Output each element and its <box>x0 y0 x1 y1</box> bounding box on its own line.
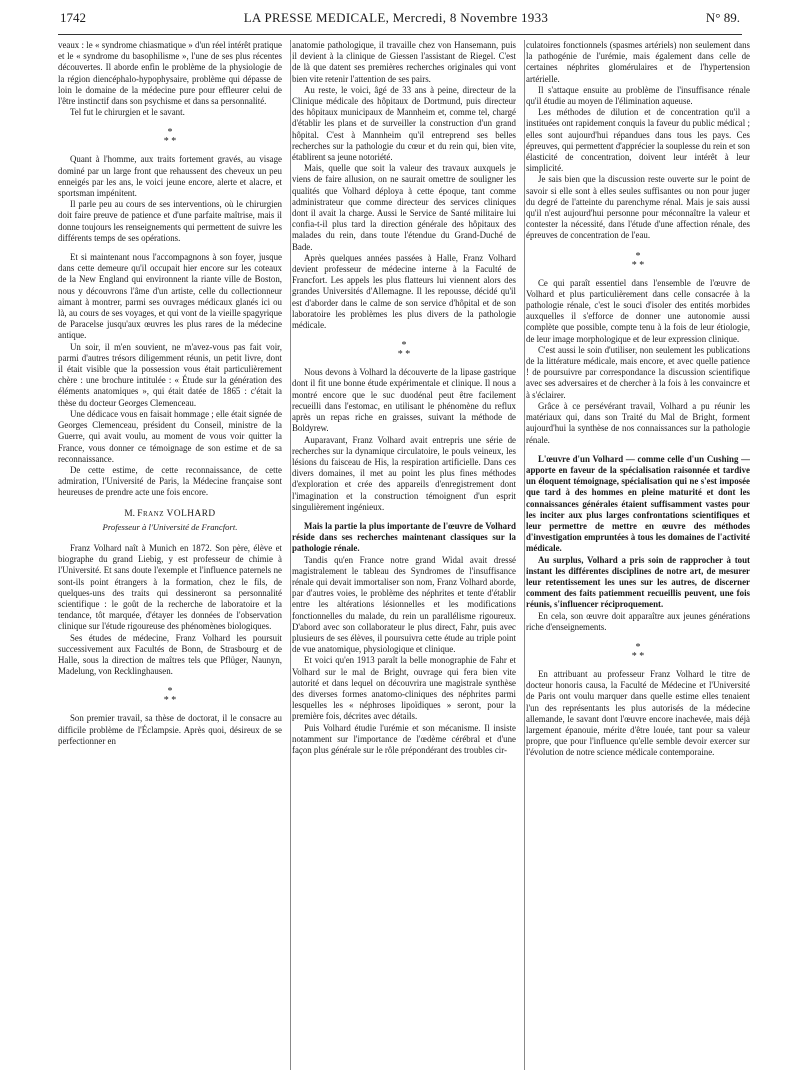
article-columns <box>58 40 750 1072</box>
paragraph: Un soir, il m'en souvient, ne m'avez-vous pas fait voir, parmi d'autres trésors diligemment réunis, un petit livre, dont il était visible que la possession vous était particulièrement chère : une brochure intitulée : « Étude sur la génération des éléments anatomiques », qui était datée de 1865 : c'était la thèse du docteur Georges Clemenceau. <box>58 341 282 408</box>
section-separator: * * * <box>631 250 645 271</box>
paragraph: En attribuant au professeur Franz Volhard le titre de docteur honoris causa, la Faculté de Médecine et l'Université de Paris ont voulu marquer dans quelle estime elles tenaient l'un des représentants les plus autorisés de la médecine allemande, le savant dont l'œuvre encore inachevée, mais déjà largement épanouie, mérite d'être louée, tant pour sa valeur propre, que pour l'influence qu'elle semble devoir exercer sur l'évolution de notre science médicale contemporaine. <box>526 668 750 758</box>
paragraph: Et voici qu'en 1913 paraît la belle monographie de Fahr et Volhard sur le mal de Bright, ouvrage qui fera bien vite autorité et dans lequel on découvrira une magistrale synthèse des diverses formes anatomo-cliniques des néphrites parmi lesquelles les « néphroses lipoïdiques » seront, pour la première fois, décrites avec détails. <box>292 655 516 722</box>
paragraph: Et si maintenant nous l'accompagnons à son foyer, jusque dans cette demeure qu'il occupait hier encore sur les coteaux de la New England qui environnent la riante ville de Boston, nous y découvrons l'âme d'un artiste, celle du collectionneur aimant à montrer, parmi ses ouvrages médicaux glanés ici ou là, au cours de ses voyages, et qui vont de la vieille spagyrique de Paracelse jusqu'aux œuvres les plus rares de la médecine antique. <box>58 252 282 341</box>
section-separator: * * * <box>163 686 177 707</box>
paragraph: De cette estime, de cette reconnaissance, de cette admiration, l'Université de Paris, la Médecine française sont heureuses de prendre acte une fois encore. <box>58 464 282 498</box>
page-number: 1742 <box>60 10 86 25</box>
paragraph: Franz Volhard naît à Munich en 1872. Son père, élève et biographe du grand Liebig, y est professeur de chimie à l'Université. Et sans doute l'exemple et l'influence paternels ne sont-ils point étrangers à la formation, chez le fils, de quelques-uns des traits qui dessineront sa personnalité scientifique : le goût de la recherche de laboratoire et la tendance, tôt marquée, d'étayer les données de l'observation clinique sur l'étude rigoureuse des phénomènes biologiques. <box>58 542 282 632</box>
journal-title: LA PRESSE MEDICALE, Mercredi, 8 Novembre 1933 <box>243 10 549 25</box>
section-title: M. Franz VOLHARD <box>124 508 216 519</box>
paragraph: En cela, son œuvre doit apparaître aux jeunes générations riche d'enseignements. <box>526 610 750 632</box>
column-1 <box>58 40 282 1072</box>
page-header <box>60 10 740 32</box>
paragraph: Au reste, le voici, âgé de 33 ans à peine, directeur de la Clinique médicale des hôpitaux de Dortmund, puis directeur des hôpitaux municipaux de Mannheim et, comme tel, chargé d'établir les plans et de surveiller la construction d'un grand hôpital. C'est à Mannheim qu'il entreprend ses belles recherches sur la pathologie du cœur et du rein qui, bien vite, établirent sa jeune notoriété. <box>292 84 516 163</box>
paragraph-highlight: Mais la partie la plus importante de l'œuvre de Volhard réside dans ses recherches maintenant classiques sur la pathologie rénale. <box>292 520 516 554</box>
paragraph: veaux : le « syndrome chiasmatique » d'un réel intérêt pratique et le « syndrome du basophilisme », l'une de ses plus récentes découvertes. Il aborde enfin le problème de la physiologie de la région diencéphalo-hypophysaire, problème qui dépasse de loin le domaine de la médecine pure pour effleurer celui de l'être instinctif dans son psychisme et dans sa personnalité. <box>58 40 282 107</box>
paragraph: anatomie pathologique, il travaille chez von Hansemann, puis il devient à la clinique de Giessen l'assistant de Riegel. C'est de là que datent ses premières recherches originales qui vont bien vite retenir l'attention de ses pairs. <box>292 40 516 84</box>
paragraph: Il s'attaque ensuite au problème de l'insuffisance rénale qu'il étudie au moyen de l'élimination aqueuse. <box>526 84 750 107</box>
paragraph: Ses études de médecine, Franz Volhard les poursuit successivement aux Facultés de Bonn, de Strasbourg et de Halle, sous la direction de maîtres tels que Pflüger, Naunyn, Madelung, von Recklinghausen. <box>58 632 282 677</box>
paragraph: Puis Volhard étudie l'urémie et son mécanisme. Il insiste notamment sur l'importance de l'œdème cérébral et d'une façon plus générale sur le rôle prépondérant des troubles cir- <box>292 722 516 755</box>
paragraph: Quant à l'homme, aux traits fortement gravés, au visage dominé par un large front que rehaussent des cheveux un peu enneigés par les ans, le voici jeune encore, alerte et alacre, et sportsman impénitent. <box>58 154 282 199</box>
paragraph: Il parle peu au cours de ses interventions, où le chirurgien doit faire preuve de patience et d'une parfaite maîtrise, mais il donne toujours les renseignements qui permettent de suivre les différents temps de ses opérations. <box>58 199 282 243</box>
paragraph: Je sais bien que la discussion reste ouverte sur le point de savoir si elle sont à elles seules suffisantes ou non pour juger du degré de l'atteinte du parenchyme rénal. Mais je sais aussi qu'il n'est aujourd'hui personne pour méconnaître la valeur et contester la nécessité, dans l'étude d'une affection rénale, des épreuves de concentration de l'eau. <box>526 174 750 241</box>
paragraph: Nous devons à Volhard la découverte de la lipase gastrique dont il fit une bonne étude expérimentale et clinique. Il nous a montré encore que le suc duodénal peut être facilement recueilli dans l'estomac, en utilisant le phénomène du reflux après un repas riche en graisses, suivant la méthode de Boldyrew. <box>292 367 516 434</box>
section-separator: * * * <box>397 340 411 361</box>
paragraph: Tandis qu'en France notre grand Widal avait dressé magistralement le tableau des Syndromes de l'insuffisance rénale qui devait immortaliser son nom, Franz Volhard aborde, par d'autres voies, le problème des néphrites et tente d'établir entre les altérations lésionnelles et les modifications fonctionnelles du malade, du rein un parallélisme rigoureux. D'abord avec son collaborateur le plus direct, Fahr, puis avec plusieurs de ses élèves, il poursuivra cette étude au triple point de vue anatomique, physiologique et clinique. <box>292 554 516 655</box>
paragraph: Une dédicace vous en faisait hommage ; elle était signée de Georges Clemenceau, président du Conseil, ministre de la Guerre, qui avait voulu, au moment de vous voir quitter la France, vous donner ce témoignage de son estime et de sa reconnaissance. <box>58 408 282 464</box>
paragraph: Après quelques années passées à Halle, Franz Volhard devient professeur de médecine interne à la Faculté de Francfort. Les appels les plus flatteurs lui viennent alors des grandes Universités d'Allemagne. Il les repousse, décidé qu'il est d'aborder dans le calme de son service d'hôpital et de son laboratoire les problèmes les plus divers de la pathologie médicale. <box>292 252 516 331</box>
column-3 <box>526 40 750 1072</box>
paragraph: C'est aussi le soin d'utiliser, non seulement les publications de la littérature médicale, mais encore, et avec quelle patience ! de poursuivre par correspondance la discussion scientifique avec ses adversaires et de chercher à la fois à les convaincre et à s'éclairer. <box>526 344 750 400</box>
paragraph: Son premier travail, sa thèse de doctorat, il le consacre au difficile problème de l'Éclampsie. Après quoi, désireux de se perfectionner en <box>58 713 282 746</box>
paragraph: culatoires fonctionnels (spasmes artériels) non seulement dans la pathogénie de l'urémie, mais également dans celle de certaines néphrites glomérulaires et de l'hypertension artérielle. <box>526 40 750 84</box>
section-separator: * * * <box>163 127 177 148</box>
paragraph-highlight: L'œuvre d'un Volhard — comme celle d'un Cushing — apporte en faveur de la spécialisation raisonnée et tardive un éloquent témoignage, spécialisation qui ne s'est imposée que tard à des hommes en pleine maturité et dont les connaissances générales étaient suffisamment vastes pour les inciter aux plus larges confrontations scientifiques et leur permettre de mettre en œuvre des méthodes d'investigation empruntées à tous les domaines de l'activité médicale. <box>526 453 750 554</box>
header-rule <box>58 34 742 35</box>
paragraph: Grâce à ce persévérant travail, Volhard a pu réunir les matériaux qui, dans son Traité du Mal de Bright, forment aujourd'hui la synthèse de nos connaissances sur la pathologie rénale. <box>526 400 750 445</box>
section-subtitle: Professeur à l'Université de Francfort. <box>102 521 238 532</box>
paragraph-highlight: Au surplus, Volhard a pris soin de rapprocher à tout instant les différentes disciplines de notre art, de mesurer leur retentissement les unes sur les autres, de discerner comment des faits patiemment recueillis peuvent, une fois réunis, s'influencer réciproquement. <box>526 554 750 610</box>
issue-number: N° 89. <box>705 10 740 25</box>
paragraph: Mais, quelle que soit la valeur des travaux auxquels je viens de faire allusion, on ne saurait omettre de souligner les qualités que Volhard déploya à cette époque, tant comme administrateur que comme directeur des services cliniques dont il avait la charge. Aussi le Service de Santé militaire lui confia-t-il plus tard la direction générale des hôpitaux des malades du rein, dans toute l'étendue du Grand-Duché de Bade. <box>292 163 516 252</box>
column-2 <box>292 40 516 1072</box>
paragraph: Ce qui paraît essentiel dans l'ensemble de l'œuvre de Volhard et plus particulièrement dans celle consacrée à la pathologie rénale, c'est le souci d'isoler des entités morbides auxquelles il s'efforce de donner une autonomie aussi complète que possible, compte tenu à la fois de leur étiologie, de leur image morphologique et de leur expression clinique. <box>526 277 750 344</box>
paragraph: Les méthodes de dilution et de concentration qu'il a instituées ont rapidement conquis la faveur du public médical ; elles sont aujourd'hui répandues dans tous les pays. Ces épreuves, qui permettent d'apprécier la souplesse du rein et son élasticité de concentration, doivent leur intérêt à leur simplicité. <box>526 107 750 174</box>
paragraph: Tel fut le chirurgien et le savant. <box>70 107 185 118</box>
paragraph: Auparavant, Franz Volhard avait entrepris une série de recherches sur la dynamique circulatoire, le pouls veineux, les lésions du faisceau de His, la respiration artificielle. Dans ces divers domaines, il met au point les plus fines méthodes d'exploration et crée des appareils d'enregistrement dont l'imagination et la construction témoignent d'un esprit singulièrement ingénieux. <box>292 434 516 512</box>
section-separator: * * * <box>631 641 645 662</box>
